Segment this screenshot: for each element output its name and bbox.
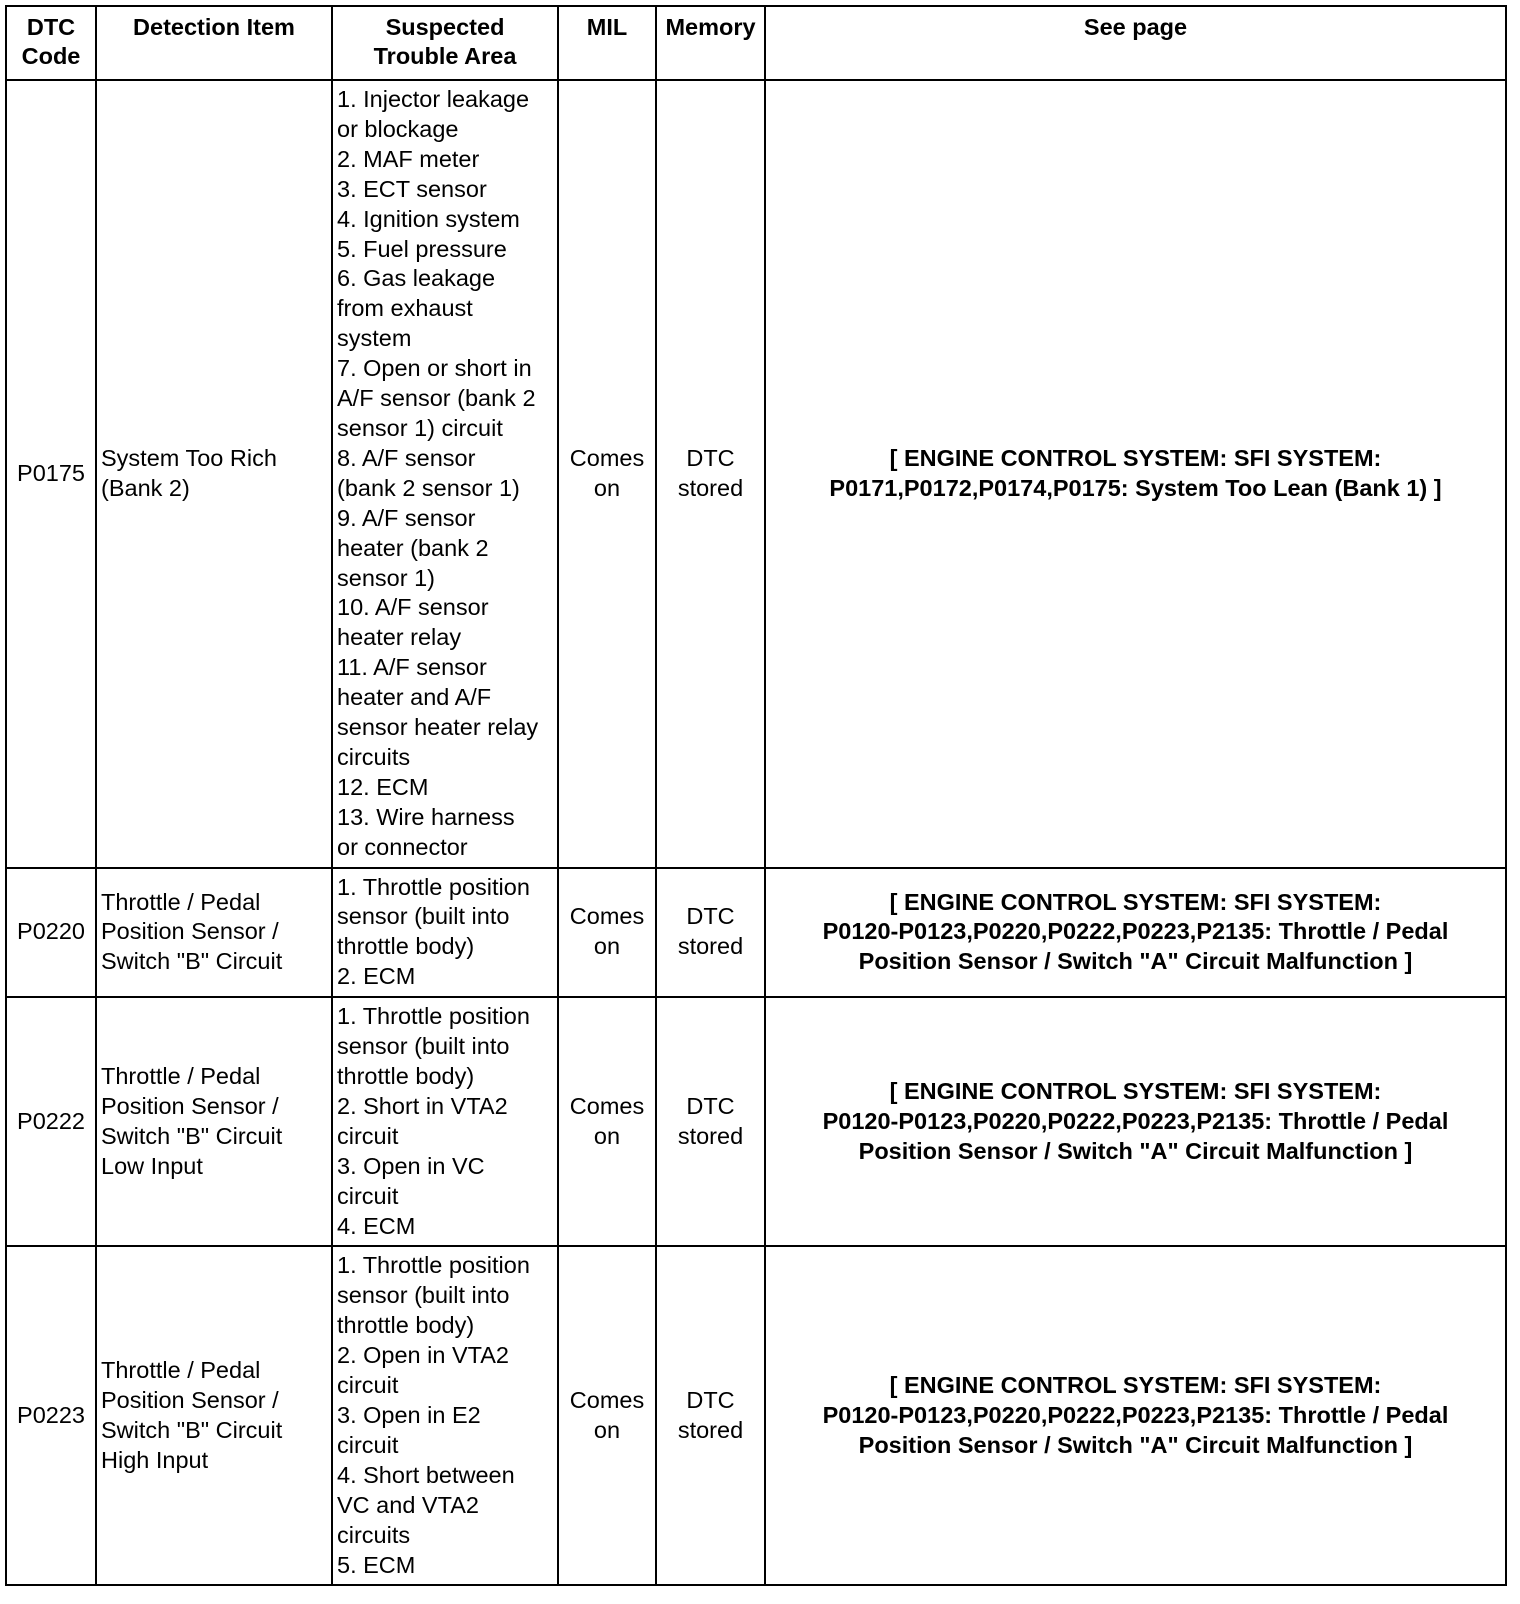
table-body bbox=[6, 80, 1506, 1585]
detection-item-line: Low Input bbox=[101, 1152, 203, 1179]
trouble-area-cell bbox=[332, 868, 558, 998]
memory-line: DTC bbox=[686, 903, 735, 930]
detection-item-cell bbox=[96, 997, 332, 1246]
header-see-page bbox=[765, 6, 1506, 80]
header-line: DTC bbox=[26, 14, 76, 40]
trouble-area-line: 12. ECM bbox=[337, 773, 429, 800]
memory-line: DTC bbox=[686, 1387, 735, 1414]
memory-line: stored bbox=[677, 474, 744, 501]
trouble-area-line: circuit bbox=[337, 1431, 399, 1458]
table-header bbox=[6, 6, 1506, 80]
trouble-area-line: 2. Open in VTA2 bbox=[337, 1342, 509, 1369]
trouble-area-line: throttle body) bbox=[337, 1063, 475, 1089]
detection-item-line: Switch "B" Circuit bbox=[101, 948, 283, 975]
see-page-line: [ ENGINE CONTROL SYSTEM: SFI SYSTEM: bbox=[889, 1077, 1382, 1104]
table-row bbox=[6, 997, 1506, 1246]
detection-item-line: Throttle / Pedal bbox=[101, 1357, 261, 1384]
detection-item-line: Position Sensor / bbox=[101, 1092, 279, 1119]
see-page-line: P0120-P0123,P0220,P0222,P0223,P2135: Throttle / Pedal bbox=[822, 1401, 1449, 1428]
header-memory bbox=[656, 6, 765, 80]
trouble-area-line: or blockage bbox=[337, 115, 459, 142]
mil-line: Comes bbox=[569, 903, 645, 930]
trouble-area-line: 6. Gas leakage bbox=[337, 265, 496, 292]
header-dtc-code bbox=[6, 6, 96, 80]
mil-line: Comes bbox=[569, 1387, 645, 1414]
trouble-area-line: heater and A/F bbox=[337, 684, 492, 711]
dtc-table bbox=[5, 5, 1507, 1586]
detection-item-line: Position Sensor / bbox=[101, 1387, 279, 1414]
mil-line: on bbox=[593, 933, 621, 960]
trouble-area-line: 7. Open or short in bbox=[337, 355, 532, 382]
header-line: Trouble Area bbox=[373, 43, 517, 69]
trouble-area-line: sensor 1) bbox=[337, 564, 435, 591]
trouble-area-line: 1. Throttle position bbox=[337, 873, 530, 900]
trouble-area-line: sensor (built into bbox=[337, 1033, 510, 1060]
detection-item-cell bbox=[96, 1246, 332, 1585]
memory-cell bbox=[656, 997, 765, 1246]
mil-cell bbox=[558, 997, 656, 1246]
detection-item-cell bbox=[96, 868, 332, 998]
detection-item-line: Throttle / Pedal bbox=[101, 1063, 261, 1089]
dtc-code-cell: P0220 bbox=[6, 868, 96, 998]
trouble-area-cell bbox=[332, 997, 558, 1246]
mil-line: on bbox=[593, 1122, 621, 1149]
memory-line: DTC bbox=[686, 1092, 735, 1119]
header-line: See page bbox=[1083, 14, 1188, 40]
trouble-area-line: 1. Throttle position bbox=[337, 1003, 530, 1030]
trouble-area-line: 11. A/F sensor bbox=[337, 654, 487, 681]
trouble-area-line: sensor (built into bbox=[337, 903, 510, 930]
trouble-area-line: A/F sensor (bank 2 bbox=[337, 385, 536, 412]
trouble-area-line: 2. Short in VTA2 bbox=[337, 1092, 508, 1119]
trouble-area-line: throttle body) bbox=[337, 933, 475, 960]
memory-cell bbox=[656, 868, 765, 998]
mil-line: Comes bbox=[569, 444, 645, 471]
see-page-cell bbox=[765, 1246, 1506, 1585]
trouble-area-line: VC and VTA2 bbox=[337, 1491, 479, 1518]
memory-line: stored bbox=[677, 1416, 744, 1443]
trouble-area-cell bbox=[332, 1246, 558, 1585]
trouble-area-line: 5. Fuel pressure bbox=[337, 235, 507, 262]
detection-item-line: System Too Rich bbox=[101, 444, 277, 471]
memory-line: stored bbox=[677, 933, 744, 960]
detection-item-line: High Input bbox=[101, 1446, 209, 1473]
dtc-code-cell: P0175 bbox=[6, 80, 96, 868]
trouble-area-line: circuits bbox=[337, 1521, 411, 1548]
see-page-line: P0120-P0123,P0220,P0222,P0223,P2135: Throttle / Pedal bbox=[822, 1107, 1449, 1134]
mil-cell bbox=[558, 1246, 656, 1585]
detection-item-line: Switch "B" Circuit bbox=[101, 1416, 283, 1443]
dtc-code-cell: P0222 bbox=[6, 997, 96, 1246]
trouble-area-line: circuit bbox=[337, 1182, 399, 1209]
see-page-line: [ ENGINE CONTROL SYSTEM: SFI SYSTEM: bbox=[889, 1372, 1382, 1399]
trouble-area-line: 1. Injector leakage bbox=[337, 86, 530, 112]
trouble-area-line: (bank 2 sensor 1) bbox=[337, 474, 520, 501]
trouble-area-line: sensor (built into bbox=[337, 1282, 510, 1309]
mil-line: on bbox=[593, 474, 621, 501]
see-page-line: [ ENGINE CONTROL SYSTEM: SFI SYSTEM: bbox=[889, 444, 1382, 471]
memory-line: stored bbox=[677, 1122, 744, 1149]
trouble-area-line: 1. Throttle position bbox=[337, 1252, 530, 1279]
trouble-area-line: heater relay bbox=[337, 624, 462, 651]
detection-item-line: Throttle / Pedal bbox=[101, 888, 261, 915]
trouble-area-line: circuits bbox=[337, 743, 411, 770]
trouble-area-line: sensor 1) circuit bbox=[337, 414, 503, 441]
table-row bbox=[6, 1246, 1506, 1585]
trouble-area-line: from exhaust bbox=[337, 295, 473, 322]
memory-cell bbox=[656, 80, 765, 868]
see-page-line: Position Sensor / Switch "A" Circuit Malfunction ] bbox=[858, 948, 1413, 975]
memory-cell bbox=[656, 1246, 765, 1585]
detection-item-cell bbox=[96, 80, 332, 868]
trouble-area-line: 3. Open in E2 bbox=[337, 1401, 481, 1428]
header-row bbox=[6, 6, 1506, 80]
trouble-area-line: 3. Open in VC bbox=[337, 1152, 485, 1179]
trouble-area-line: sensor heater relay bbox=[337, 714, 539, 741]
see-page-cell bbox=[765, 80, 1506, 868]
header-line: Memory bbox=[665, 14, 756, 40]
trouble-area-line: 9. A/F sensor bbox=[337, 504, 476, 531]
header-line: Suspected bbox=[385, 14, 505, 40]
header-line: Code bbox=[21, 43, 81, 69]
header-mil bbox=[558, 6, 656, 80]
header-line: Detection Item bbox=[133, 14, 295, 40]
see-page-line: Position Sensor / Switch "A" Circuit Malfunction ] bbox=[858, 1137, 1413, 1164]
trouble-area-line: 4. ECM bbox=[337, 1212, 416, 1239]
trouble-area-line: or connector bbox=[337, 833, 468, 860]
see-page-cell bbox=[765, 868, 1506, 998]
table-row bbox=[6, 868, 1506, 998]
header-suspected-trouble-area bbox=[332, 6, 558, 80]
memory-line: DTC bbox=[686, 444, 735, 471]
trouble-area-line: throttle body) bbox=[337, 1312, 475, 1339]
see-page-line: P0171,P0172,P0174,P0175: System Too Lean (Bank 1) ] bbox=[829, 474, 1442, 501]
detection-item-line: Switch "B" Circuit bbox=[101, 1122, 283, 1149]
trouble-area-line: circuit bbox=[337, 1372, 399, 1399]
header-line: MIL bbox=[586, 14, 628, 40]
trouble-area-line: system bbox=[337, 325, 412, 352]
mil-cell bbox=[558, 868, 656, 998]
trouble-area-line: 8. A/F sensor bbox=[337, 444, 476, 471]
trouble-area-line: 2. MAF meter bbox=[337, 145, 480, 172]
trouble-area-line: 3. ECT sensor bbox=[337, 175, 487, 202]
see-page-line: Position Sensor / Switch "A" Circuit Malfunction ] bbox=[858, 1431, 1413, 1458]
detection-item-line: (Bank 2) bbox=[101, 474, 190, 501]
trouble-area-line: heater (bank 2 bbox=[337, 534, 489, 561]
trouble-area-line: 4. Short between bbox=[337, 1461, 515, 1488]
trouble-area-line: 2. ECM bbox=[337, 963, 416, 990]
mil-cell bbox=[558, 80, 656, 868]
see-page-line: [ ENGINE CONTROL SYSTEM: SFI SYSTEM: bbox=[889, 888, 1382, 915]
header-detection-item bbox=[96, 6, 332, 80]
trouble-area-line: 13. Wire harness bbox=[337, 803, 515, 830]
detection-item-line: Position Sensor / bbox=[101, 918, 279, 945]
dtc-code-cell: P0223 bbox=[6, 1246, 96, 1585]
trouble-area-cell bbox=[332, 80, 558, 868]
see-page-line: P0120-P0123,P0220,P0222,P0223,P2135: Throttle / Pedal bbox=[822, 918, 1449, 945]
mil-line: on bbox=[593, 1416, 621, 1443]
mil-line: Comes bbox=[569, 1092, 645, 1119]
trouble-area-line: circuit bbox=[337, 1122, 399, 1149]
trouble-area-line: 4. Ignition system bbox=[337, 205, 520, 232]
trouble-area-line: 5. ECM bbox=[337, 1551, 416, 1578]
trouble-area-line: 10. A/F sensor bbox=[337, 594, 489, 621]
see-page-cell bbox=[765, 997, 1506, 1246]
table-row bbox=[6, 80, 1506, 868]
